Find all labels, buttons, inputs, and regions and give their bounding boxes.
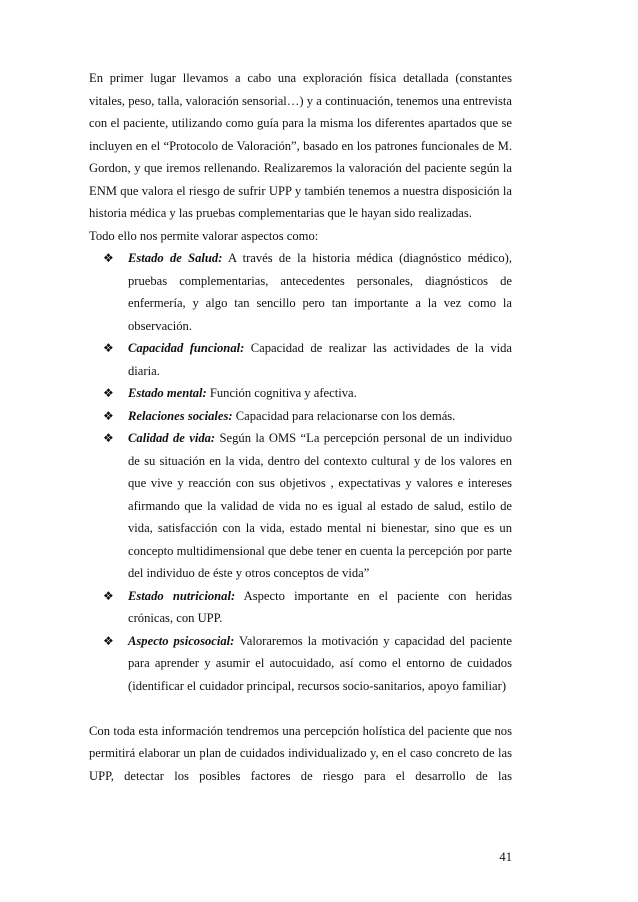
list-item xyxy=(89,427,512,585)
item-term: Estado mental: xyxy=(128,386,207,400)
intro-paragraph: En primer lugar llevamos a cabo una exploración física detallada (constantes vitales, peso, talla, valoración sensorial…) y a continuación, tenemos una entrevista con el paciente, utilizando como guía para la misma los diferentes apartados que se incluyen en el “Protocolo de Valoración”, basado en los patrones funcionales de M. Gordon, y que iremos rellenando. Realizaremos la valoración del paciente según la ENM que valora el riesgo de sufrir UPP y también tenemos a nuestra disposición la historia médica y las pruebas complementarias que le hayan sido realizadas. xyxy=(89,71,512,220)
diamond-bullet-icon: ❖ xyxy=(103,341,114,355)
item-term: Estado nutricional: xyxy=(128,588,236,603)
item-text: Valoraremos la motivación y capacidad del paciente para aprender y asumir el autocuidado, así como el entorno de cuidados (identificar el cuidador principal, recursos socio-sanitarios, apoyo familiar) xyxy=(128,633,512,693)
item-text: Según la OMS “La percepción personal de un individuo de su situación en la vida, dentro del contexto cultural y de los valores en que vive y reacción con sus objetivos , expectativas y valores e intereses afirmando que la validad de vida no es igual al estado de salud, estilo de vida, satisfacción con la vida, estado mental ni bienestar, sino que es un concepto multidimensional que debe tener en cuenta la percepción por parte del individuo de éste y otros conceptos de vida” xyxy=(128,431,512,580)
paragraph-spacer xyxy=(89,697,512,720)
item-term: Calidad de vida: xyxy=(128,431,216,445)
diamond-bullet-icon: ❖ xyxy=(103,633,114,648)
diamond-bullet-icon: ❖ xyxy=(103,588,114,603)
closing-paragraph: Con toda esta información tendremos una percepción holística del paciente que nos permitirá elaborar un plan de cuidados individualizado y, en el caso concreto de las UPP, detectar los posibles factores de riesgo para el desarrollo de las xyxy=(89,723,512,783)
item-text: Capacidad de realizar las actividades de la vida diaria. xyxy=(128,341,513,378)
list-intro: Todo ello nos permite valorar aspectos como: xyxy=(89,228,319,243)
item-text: Aspecto importante en el paciente con heridas crónicas, con UPP. xyxy=(128,588,512,625)
item-text: Capacidad para relacionarse con los demás. xyxy=(232,408,456,423)
item-text: Función cognitiva y afectiva. xyxy=(206,386,357,400)
list-item xyxy=(89,585,512,630)
item-term: Relaciones sociales: xyxy=(128,408,233,423)
item-term: Aspecto psicosocial: xyxy=(128,633,235,648)
item-term: Capacidad funcional: xyxy=(128,341,245,355)
list-item xyxy=(89,247,512,337)
diamond-bullet-icon: ❖ xyxy=(103,386,114,400)
item-text: A través de la historia médica (diagnóstico médico), pruebas complementarias, antecedentes personales, diagnósticos de enfermería, y algo tan sencillo pero tan importante a la vez como la observación. xyxy=(128,251,512,333)
list-item xyxy=(89,405,512,428)
item-term: Estado de Salud: xyxy=(128,251,223,265)
list-item xyxy=(89,382,512,405)
diamond-bullet-icon: ❖ xyxy=(103,431,114,445)
assessment-list xyxy=(89,247,512,697)
page-body xyxy=(89,67,512,787)
page-number: 41 xyxy=(499,850,512,864)
diamond-bullet-icon: ❖ xyxy=(103,251,114,265)
diamond-bullet-icon: ❖ xyxy=(103,408,114,423)
list-item xyxy=(89,630,512,698)
list-item xyxy=(89,337,512,382)
